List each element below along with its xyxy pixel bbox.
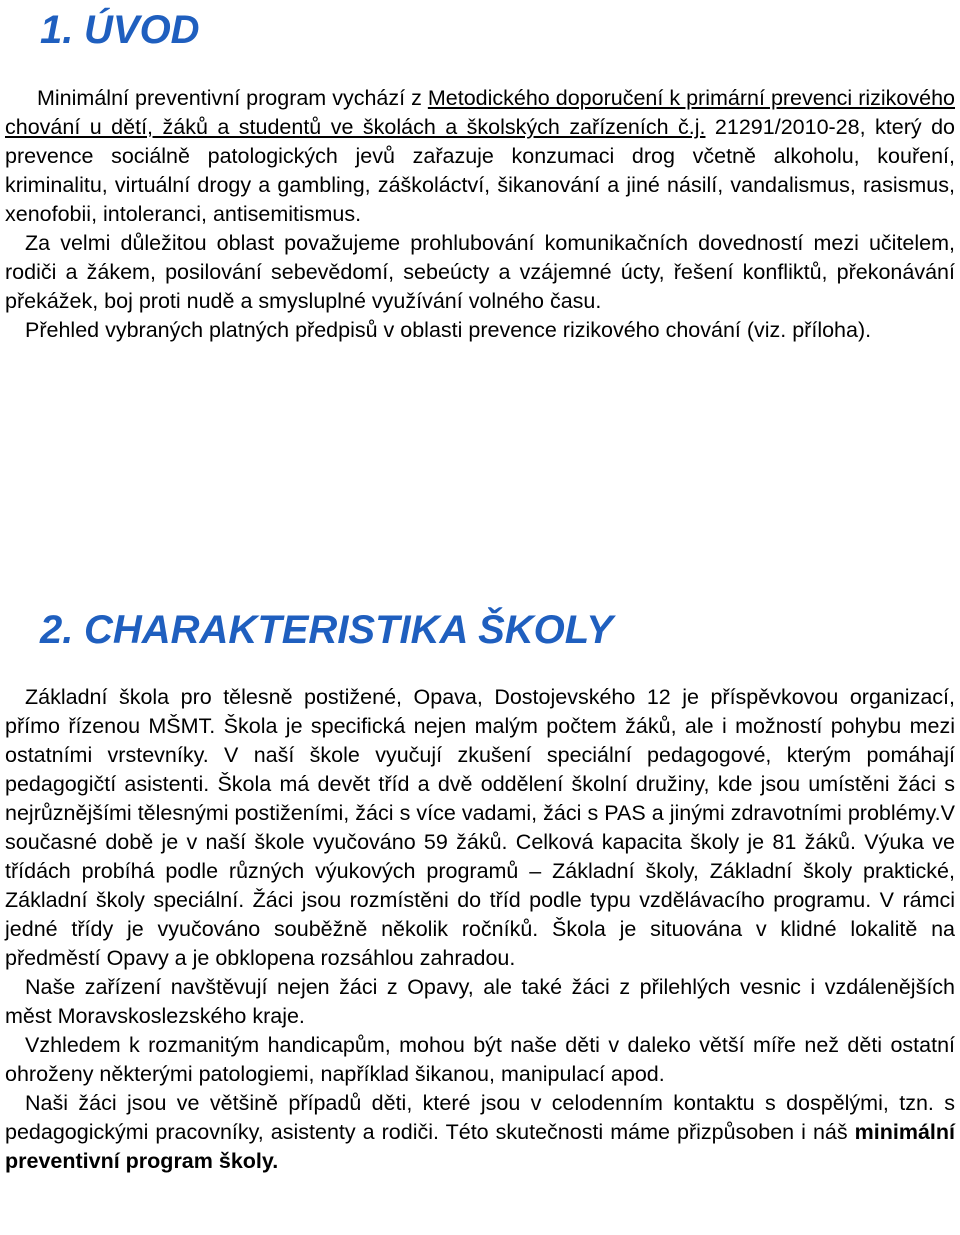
paragraph: Základní škola pro tělesně postižené, Opava, Dostojevského 12 je příspěvkovou organizací, přímo řízenou MŠMT. Škola je specifická nejen malým počtem žáků, ale i možností pohybu mezi ostatními vrstevníky. V naší škole vyučují zkušení speciální pedagogové, kterým pomáhají pedagogičtí asistenti. Škola má devět tříd a dvě oddělení školní družiny, kde jsou umístěni žáci s nejrůznějšími tělesnými postiženími, žáci s více vadami, žáci s PAS a jinými zdravotními problémy.V současné době je v naší škole vyučováno 59 žáků. Celková kapacita školy je 81 žáků. Výuka ve třídách probíhá podle různých výukových programů – Základní školy, Základní školy praktické, Základní školy speciální. Žáci jsou rozmístěni do tříd podle typu vzdělávacího programu. V rámci jedné třídy je vyučováno souběžně několik ročníků. Škola je situována v klidné lokalitě na předměstí Opavy a je obklopena rozsáhlou zahradou. <box>5 685 955 970</box>
paragraph-text: Minimální preventivní program vychází z <box>37 86 428 110</box>
paragraph-text: Naši žáci jsou ve většině případů děti, které jsou v celodenním kontaktu s dospělými, tzn. s pedagogickými pracovníky, asistenty a rodiči. Této skutečnosti máme přizpůsoben i náš <box>5 1091 955 1144</box>
paragraph: Naše zařízení navštěvují nejen žáci z Opavy, ale také žáci z přilehlých vesnic i vzdálenějších měst Moravskoslezského kraje. <box>5 975 955 1028</box>
section-body-charakteristika <box>5 683 955 1176</box>
section-heading-uvod <box>40 6 200 54</box>
section-number: 2. <box>40 608 74 652</box>
section-heading-charakteristika <box>40 606 613 654</box>
paragraph <box>5 1089 955 1176</box>
section-title: CHARAKTERISTIKA ŠKOLY <box>84 608 613 652</box>
paragraph <box>5 84 955 229</box>
program-name-emphasis: minimální preventivní program školy. <box>5 1120 955 1173</box>
paragraph-text: 21291/2010-28, který do prevence sociálně patologických jevů zařazuje konzumaci drog včetně alkoholu, kouření, kriminalitu, virtuální drogy a gambling, záškoláctví, šikanování a jiné násilí, vandalismus, rasismus, xenofobii, intoleranci, antisemitismus. <box>5 115 956 226</box>
paragraph: Vzhledem k rozmanitým handicapům, mohou být naše děti v daleko větší míře než děti ostatní ohroženy některými patologiemi, například šikanou, manipulací apod. <box>5 1033 955 1086</box>
paragraph: Přehled vybraných platných předpisů v oblasti prevence rizikového chování (viz. příloha). <box>25 318 872 342</box>
section-body-uvod <box>5 84 955 345</box>
section-number: 1. <box>40 8 74 52</box>
section-title: ÚVOD <box>84 8 200 52</box>
document-reference-link: Metodického doporučení k primární prevenci rizikového chování u dětí, žáků a studentů ve školách a školských zařízeních č.j. <box>5 86 955 139</box>
paragraph: Za velmi důležitou oblast považujeme prohlubování komunikačních dovedností mezi učitelem, rodiči a žákem, posilování sebevědomí, sebeúcty a vzájemné úcty, řešení konfliktů, překonávání překážek, boj proti nudě a smysluplné využívání volného času. <box>5 231 955 313</box>
